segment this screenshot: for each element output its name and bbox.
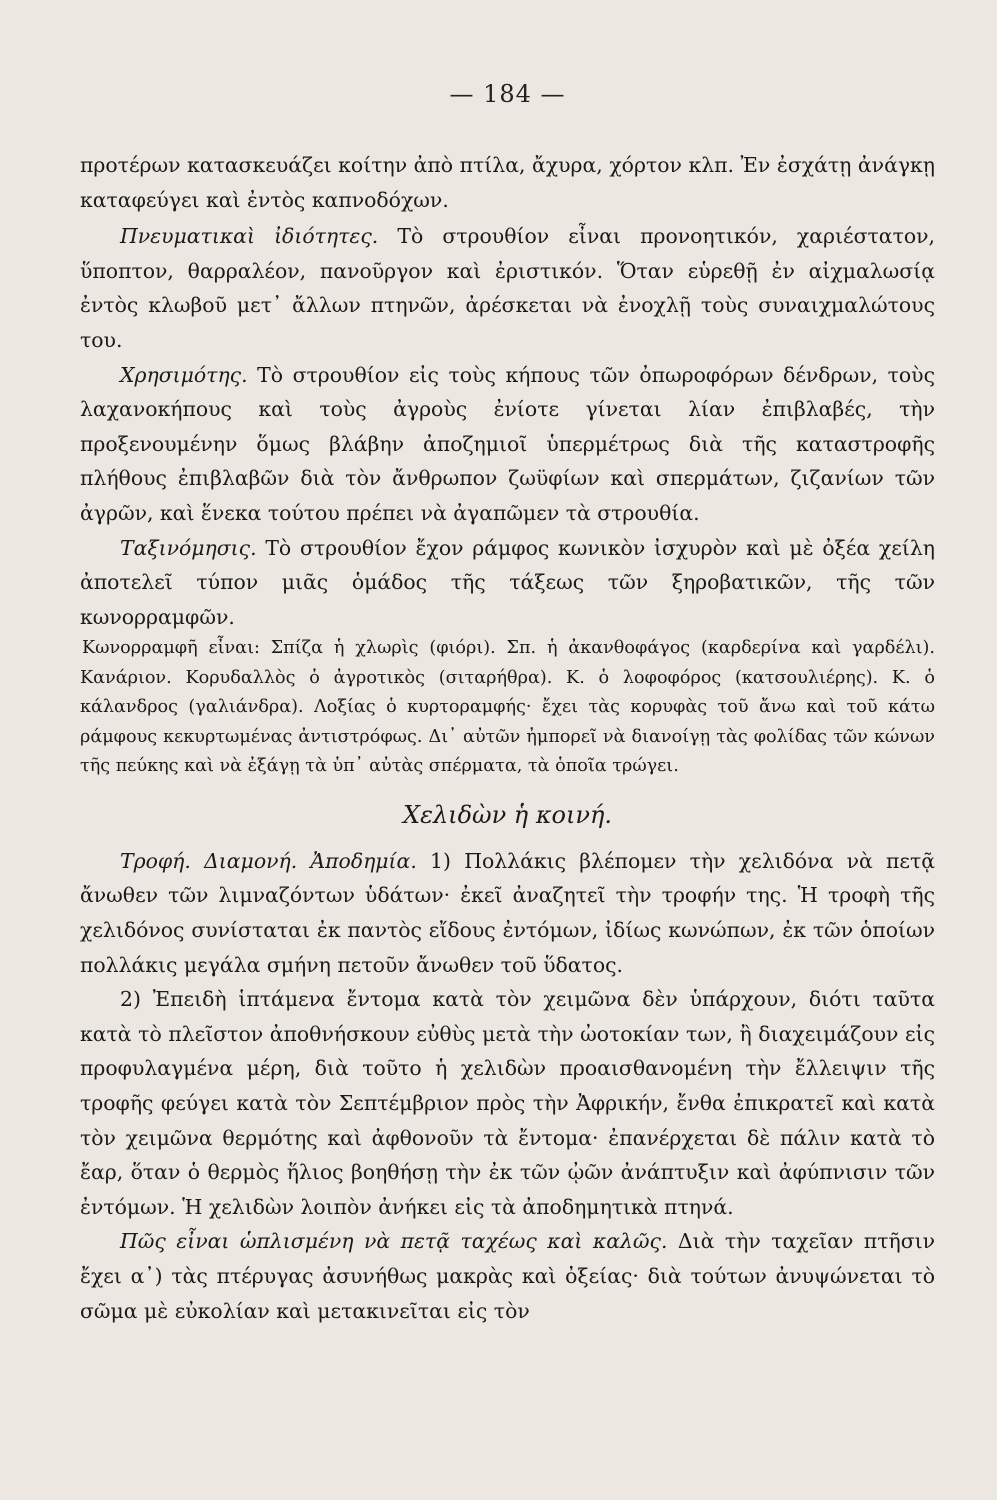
page-body: [80, 148, 935, 1328]
paragraph-text: 1) Πολλάκις βλέπομεν τὴν χελιδόνα νὰ πετᾷ ἄνωθεν τῶν λιμναζόντων ὑδάτων· ἐκεῖ ἀναζητεῖ τὴν τροφήν της. Ἡ τροφὴ τῆς χελιδόνος συνίσταται ἐκ παντὸς εἴδους ἐντόμων, ἰδίως κωνώπων, ἐκ τῶν ὁποίων πολλάκις μεγάλα σμήνη πετοῦν ἄνωθεν τοῦ ὕδατος.: [80, 848, 935, 977]
section-label: Ταξινόμησις.: [120, 535, 257, 560]
section-label: Τροφή. Διαμονή. Ἀποδημία.: [120, 848, 417, 873]
paragraph-text: προτέρων κατασκευάζει κοίτην ἀπὸ πτίλα, ἄχυρα, χόρτον κλπ. Ἐν ἐσχάτῃ ἀνάγκῃ καταφεύγει καὶ ἐντὸς καπνοδόχων.: [80, 153, 935, 212]
section-label: Πῶς εἶναι ὡπλισμένη νὰ πετᾷ ταχέως καὶ καλῶς.: [120, 1229, 668, 1254]
paragraph-text: Διὰ τὴν ταχεῖαν πτῆσιν ἔχει α᾽) τὰς πτέρυγας ἀσυνήθως μακρὰς καὶ ὀξείας· διὰ τούτων ἀνυψώνεται τὸ σῶμα μὲ εὐκολίαν καὶ μετακινεῖται εἰς τὸν: [80, 1229, 936, 1323]
paragraph-text: Τὸ στρουθίον εἰς τοὺς κήπους τῶν ὀπωροφόρων δένδρων, τοὺς λαχανοκήπους καὶ τοὺς ἀγροὺς ἐνίοτε γίνεται λίαν ἐπιβλαβές, τὴν προξενουμένην ὅμως βλάβην ἀποζημιοῖ ὑπερμέτρως διὰ τῆς καταστροφῆς πλήθους ἐπιβλαβῶν διὰ τὸν ἄνθρωπον ζωϋφίων καὶ σπερμάτων, ζιζανίων τῶν ἀγρῶν, καὶ ἕνεκα τούτου πρέπει νὰ ἀγαπῶμεν τὰ στρουθία.: [80, 362, 935, 525]
section-label: Χρησιμότης.: [120, 362, 248, 387]
paragraph-nest: [80, 148, 935, 217]
paragraph-text: Τὸ στρουθίον ἔχον ράμφος κωνικὸν ἰσχυρὸν καὶ μὲ ὀξέα χείλη ἀποτελεῖ τύπον μιᾶς ὁμάδος τῆς τάξεως τῶν ξηροβατικῶν, τῆς τῶν κωνορραμφῶν.: [80, 535, 935, 629]
paragraph-text: Κωνορραμφῆ εἶναι: Σπίζα ἡ χλωρὶς (φιόρι). Σπ. ἡ ἀκανθοφάγος (καρδερίνα καὶ γαρδέλι). Κανάριον. Κορυδαλλὸς ὁ ἀγροτικὸς (σιταρήθρα). Κ. ὁ λοφοφόρος (κατσουλιέρης). Κ. ὁ κάλανδρος (γαλιάνδρα). Λοξίας ὁ κυρτοραμφής· ἔχει τὰς κορυφὰς τοῦ ἄνω καὶ τοῦ κάτω ράμφους κεκυρτωμένας ἀντιστρόφως. Δι᾽ αὐτῶν ἠμπορεῖ νὰ διανοίγῃ τὰς φολίδας τῶν κώνων τῆς πεύκης καὶ νὰ ἐξάγῃ τὰ ὑπ᾽ αὐτὰς σπέρματα, τὰ ὁποῖα τρώγει.: [80, 638, 935, 777]
paragraph-text: 2) Ἐπειδὴ ἱπτάμενα ἔντομα κατὰ τὸν χειμῶνα δὲν ὑπάρχουν, διότι ταῦτα κατὰ τὸ πλεῖστον ἀποθνήσκουν εὐθὺς μετὰ τὴν ὠοτοκίαν των, ἢ διαχειμάζουν εἰς προφυλαγμένα μέρη, διὰ τοῦτο ἡ χελιδὼν προαισθανομένη τὴν ἔλλειψιν τῆς τροφῆς φεύγει κατὰ τὸν Σεπτέμβριον πρὸς τὴν Ἀφρικήν, ἔνθα ἐπικρατεῖ καὶ κατὰ τὸν χειμῶνα θερμότης καὶ ἀφθονοῦν τὰ ἔντομα· ἐπανέρχεται δὲ πάλιν κατὰ τὸ ἔαρ, ὅταν ὁ θερμὸς ἥλιος βοηθήσῃ τὴν ἐκ τῶν ᾠῶν ἀνάπτυξιν καὶ ἀφύπνισιν τῶν ἐντόμων. Ἡ χελιδὼν λοιπὸν ἀνήκει εἰς τὰ ἀποδημητικὰ πτηνά.: [80, 987, 935, 1219]
paragraph-flight: [80, 1224, 935, 1328]
paragraph-winter-migration: [80, 982, 935, 1224]
paragraph-classification: [80, 531, 935, 635]
paragraph-text: Τὸ στρουθίον εἶναι προνοητικόν, χαριέστατον, ὕποπτον, θαρραλέον, πανοῦργον καὶ ἐριστικόν. Ὅταν εὑρεθῇ ἐν αἰχμαλωσίᾳ ἐντὸς κλωβοῦ μετ᾽ ἄλλων πτηνῶν, ἀρέσκεται νὰ ἐνοχλῇ τοὺς συναιχμαλώτους του.: [80, 224, 936, 352]
page-number: — 184 —: [449, 80, 566, 108]
paragraph-species-list: [80, 634, 935, 782]
paragraph-mental-traits: [80, 219, 935, 357]
paragraph-usefulness: [80, 358, 935, 531]
section-heading-swallow: Χελιδὼν ἡ κοινή.: [402, 800, 613, 829]
paragraph-food-migration: [80, 844, 935, 982]
section-label: Πνευματικαὶ ἰδιότητες.: [120, 224, 379, 249]
